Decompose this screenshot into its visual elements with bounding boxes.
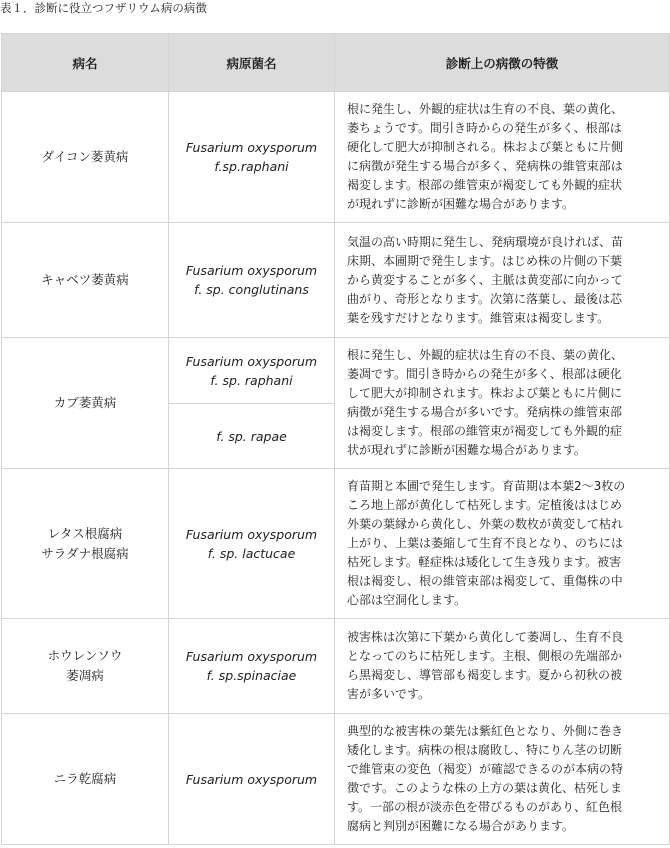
pathogen-name-secondary: f. sp. rapae [169,404,335,469]
symptom-text: 気温の高い時期に発生し、発病環境が良ければ、苗 床期、本圃期で発生します。はじめ株の片側の下葉 から黄変することが多く、主脈は黄変部に向かって 曲がり、奇形となります。次第に落葉し、最後は芯 葉を残すだけとなります。維管束は褐変します。 [347,234,624,325]
table-row [2,92,670,223]
table-row [2,714,670,845]
header-symptoms: 診断上の病徴の特徴 [335,34,670,92]
pathogen-name: Fusarium oxysporum f.sp.raphani [169,92,335,223]
symptom-text: 根に発生し、外観的症状は生育の不良、葉の黄化、 萎凋です。間引き時からの発生が多く、根部は硬化 して肥大が抑制されます。株および葉ともに片側に 病徴が発生する場合が多いです。発病株の維管束部 は褐変します。根部の維管束が褐変しても外観的症 状が現れずに診断が困難な場合があります。 [347,348,624,457]
table-row [2,469,670,619]
header-pathogen: 病原菌名 [169,34,335,92]
pathogen-name: Fusarium oxysporum f. sp. conglutinans [169,223,335,338]
header-disease-name: 病名 [2,34,169,92]
pathogen-name: Fusarium oxysporum f. sp. lactucae [169,469,335,619]
symptom-text: 根に発生し、外観的症状は生育の不良、葉の黄化、 萎ちょうです。間引き時からの発生が多く、根部は 硬化して肥大が抑制される。株および葉ともに片側 に病徴が発生する場合が多く、発病株の維管束部は 褐変します。根部の維管束が褐変しても外観的症状 が現れずに診断が困難な場合があります。 [347,102,624,211]
table-row [2,223,670,338]
disease-name: ニラ乾腐病 [2,714,169,845]
pathogen-name: Fusarium oxysporum f. sp. raphani [169,338,335,404]
pathogen-name: Fusarium oxysporum f. sp.spinaciae [169,619,335,714]
header-row [2,34,670,92]
symptom-text: 育苗期と本圃で発生します。育苗期は本葉2～3枚の ころ地上部が黄化して枯死します。定植後ははじめ 外葉の葉縁から黄化し、外葉の数枚が黄変して枯れ 上がり、上葉は萎縮して生育不良となり、のちには 枯死します。軽症株は矮化して生き残ります。被害 根は褐変し、根の維管束部は褐変して、重傷株の中 心部は空洞化します。 [347,479,626,607]
table-row [2,338,670,404]
symptom-description [335,619,670,714]
disease-name: ダイコン萎黄病 [2,92,169,223]
table-row [2,619,670,714]
symptom-text: 典型的な被害株の葉先は紫紅色となり、外側に巻き 矮化します。病株の根は腐敗し、特にりん茎の切断 で維管束の変色（褐変）が確認できるのが本病の特 徴です。このような株の上方の葉は黄化、枯死しま す。一部の根が淡赤色を帯びるものがあり、紅色根 腐病と判別が困難になる場合があります。 [347,724,624,833]
pathogen-name: Fusarium oxysporum [169,714,335,845]
table-caption: 表１．診断に役立つフザリウム病の病徴 [0,1,207,15]
symptom-description [335,338,670,469]
disease-name: ホウレンソウ 萎凋病 [2,619,169,714]
symptom-text: 被害株は次第に下葉から黄化して萎凋し、生育不良 となってのちに枯死します。主根、側根の先端部か ら黒褐変し、導管部も褐変します。夏から初秋の被 害が多いです。 [347,630,624,701]
symptom-description [335,92,670,223]
symptom-description [335,714,670,845]
symptom-description [335,469,670,619]
disease-name: キャベツ萎黄病 [2,223,169,338]
symptom-description [335,223,670,338]
disease-name: カブ萎黄病 [2,338,169,469]
disease-name: レタス根腐病 サラダナ根腐病 [2,469,169,619]
disease-table [1,33,670,845]
